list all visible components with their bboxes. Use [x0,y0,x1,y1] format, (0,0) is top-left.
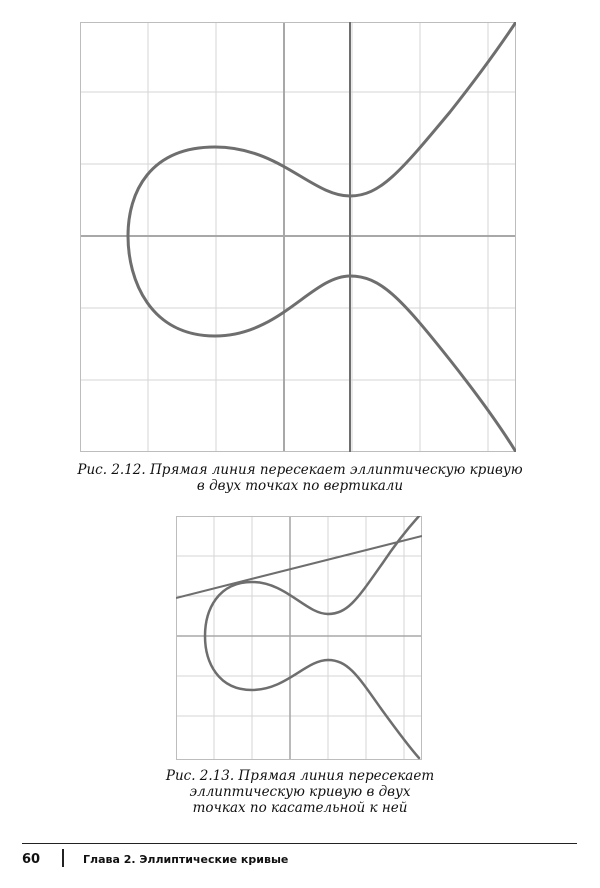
figure-2-12-caption-line-2: в двух точках по вертикали [196,478,404,494]
figure-2-13-curve-lower-branch [328,660,419,758]
figure-2-13-frame [177,517,422,760]
figure-2-13-curve-upper-branch [328,516,419,614]
figure-2-13-caption [150,768,450,816]
figure-2-12-caption [60,462,540,494]
figure-2-12-plot [80,22,516,452]
figure-2-13-grid [176,516,422,760]
figure-2-13-caption-line-2: эллиптическую кривую в двух [189,784,411,800]
figure-2-13-plot [176,516,422,760]
figure-2-12-curve-upper-branch [350,22,516,196]
figure-2-12-caption-line-1: Рис. 2.12. Прямая линия пересекает эллиптическую кривую [77,462,523,478]
running-head: Глава 2. Эллиптические кривые [83,853,289,866]
page-number: 60 [22,852,41,867]
figure-2-13-caption-line-3: точках по касательной к ней [192,800,408,816]
figure-2-12-axes [80,22,516,452]
figure-2-13-axes [176,516,422,760]
footer-rule [22,843,577,844]
footer-separator [62,849,64,867]
figure-2-13-tangent-line [176,536,422,598]
figure-2-13-caption-line-1: Рис. 2.13. Прямая линия пересекает [165,768,435,784]
figure-2-12-curve-lower-branch [350,276,516,452]
